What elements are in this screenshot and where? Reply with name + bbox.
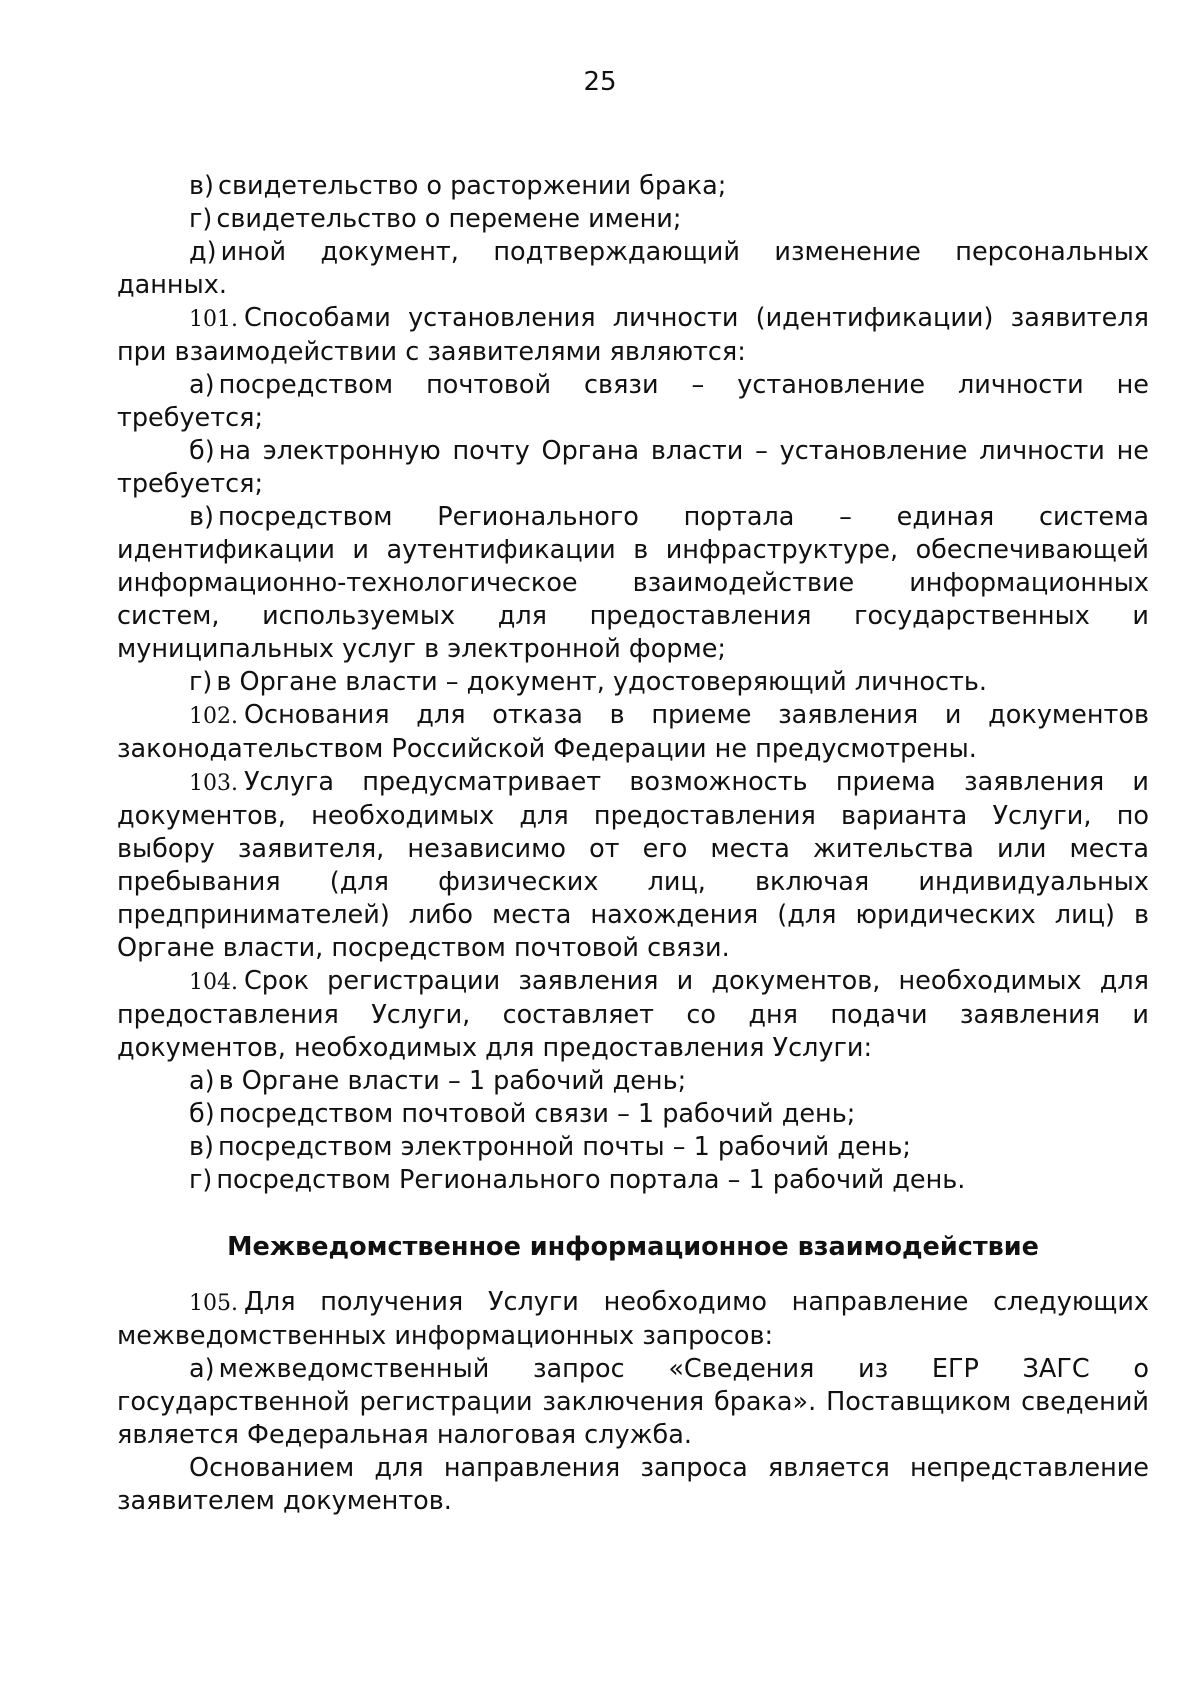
list-item [117,236,1149,302]
list-item-text: посредством Регионального портала – единая система идентификации и аутентификации в инфраструктуре, обеспечивающей информационно-технологическое взаимодействие информационных систем, используемых для предоставления государственных и муниципальных услуг в электронной форме; [117,502,1149,664]
list-item [117,666,1149,699]
document-body [117,170,1149,1518]
list-item-label: а) [189,1066,215,1096]
clause-105 [117,1286,1149,1353]
clause-text: Срок регистрации заявления и документов, необходимых для предоставления Услуги, составляет со дня подачи заявления и документов, необходимых для предоставления Услуги: [117,966,1149,1063]
list-item-label: г) [189,667,213,697]
list-item [117,1164,1149,1197]
list-item-text: свидетельство о расторжении брака; [217,171,727,201]
list-item [117,435,1149,501]
list-item-text: посредством почтовой связи – 1 рабочий день; [218,1099,856,1129]
section-heading: Межведомственное информационное взаимодействие [227,1232,1039,1262]
clause-103 [117,766,1149,965]
final-paragraph: Основанием для направления запроса является непредставление заявителем документов. [117,1453,1149,1516]
list-item-label: в) [189,1132,214,1162]
list-item [117,170,1149,203]
clause-text: Способами установления личности (идентификации) заявителя при взаимодействии с заявителями являются: [117,303,1149,367]
list-item [117,1065,1149,1098]
list-item-label: в) [189,171,214,201]
list-item-text: иной документ, подтверждающий изменение персональных данных. [117,237,1149,300]
clause-101 [117,302,1149,369]
list-item-text: посредством электронной почты – 1 рабочий день; [217,1132,911,1162]
list-item-label: а) [189,370,215,400]
page-number: 25 [583,67,617,97]
list-item-text: в Органе власти – 1 рабочий день; [218,1066,687,1096]
clause-102 [117,699,1149,766]
list-item-label: г) [189,1165,213,1195]
list-item-label: б) [189,1099,215,1129]
list-item [117,369,1149,435]
list-item-text: посредством Регионального портала – 1 рабочий день. [216,1165,966,1195]
list-item [117,1353,1149,1452]
list-item [117,1131,1149,1164]
list-item-text: свидетельство о перемене имени; [216,204,682,234]
list-item-text: межведомственный запрос «Сведения из ЕГР ЗАГС о государственной регистрации заключения брака». Поставщиком сведений является Федеральная налоговая служба. [117,1354,1149,1450]
list-item-text: на электронную почту Органа власти – установление личности не требуется; [117,436,1149,499]
clause-text: Основания для отказа в приеме заявления и документов законодательством Российской Федерации не предусмотрены. [117,700,1149,764]
list-item-label: в) [189,502,214,532]
clause-number: 104. [189,970,238,995]
list-item [117,1098,1149,1131]
list-item [117,203,1149,236]
list-item-label: б) [189,436,215,466]
list-item-label: г) [189,204,213,234]
clause-104 [117,965,1149,1065]
list-item-text: в Органе власти – документ, удостоверяющий личность. [216,667,987,697]
clause-text: Услуга предусматривает возможность приема заявления и документов, необходимых для предоставления варианта Услуги, по выбору заявителя, независимо от его места жительства или места пребывания (для физических лиц, включая индивидуальных предпринимателей) либо места нахождения (для юридических лиц) в Органе власти, посредством почтовой связи. [117,767,1149,963]
clause-number: 103. [189,771,238,796]
list-item-label: а) [189,1354,215,1384]
list-item [117,501,1149,666]
clause-number: 105. [189,1291,238,1316]
list-item-text: посредством почтовой связи – установление личности не требуется; [117,370,1149,433]
list-item-label: д) [189,237,217,267]
clause-text: Для получения Услуги необходимо направление следующих межведомственных информационных запросов: [117,1287,1149,1351]
clause-number: 101. [189,307,238,332]
clause-number: 102. [189,704,238,729]
